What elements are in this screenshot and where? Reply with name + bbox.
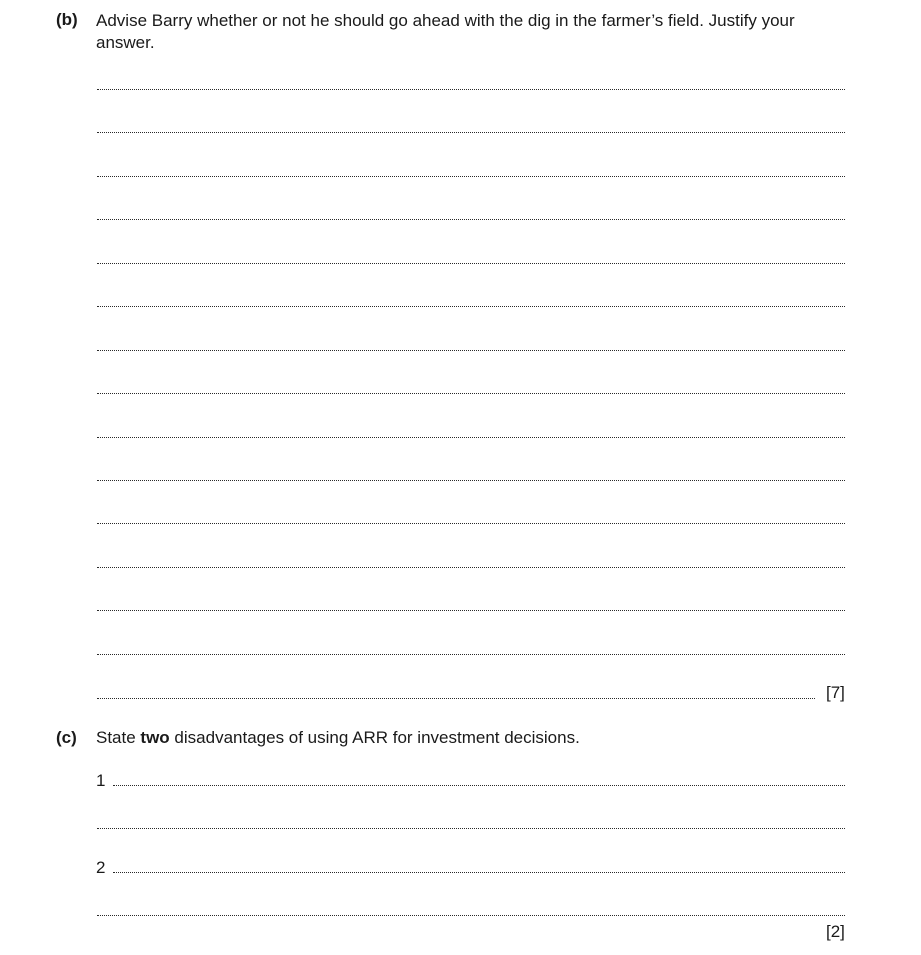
answer-line[interactable] (97, 480, 845, 481)
part-b-marks: [7] (826, 683, 845, 702)
part-c-question-post: disadvantages of using ARR for investment decisions. (169, 728, 580, 747)
answer-line[interactable] (97, 610, 845, 611)
answer-line[interactable] (97, 437, 845, 438)
part-c-question-pre: State (96, 728, 141, 747)
item-2-number: 2 (96, 858, 106, 877)
answer-line[interactable] (97, 263, 845, 264)
answer-line[interactable] (97, 219, 845, 220)
part-b-question-line1: Advise Barry whether or not he should go ahead with the dig in the farmer’s field. Justify your (96, 11, 795, 30)
part-c-question-emphasis: two (140, 728, 170, 747)
answer-line[interactable] (97, 89, 845, 90)
answer-line[interactable] (97, 132, 845, 133)
answer-line[interactable] (97, 393, 845, 394)
item-2-answer-line[interactable] (113, 872, 845, 873)
part-c-question (96, 727, 580, 749)
answer-line[interactable] (97, 654, 845, 655)
answer-line[interactable] (97, 176, 845, 177)
item-1-number: 1 (96, 771, 106, 790)
part-b-question-line2: answer. (96, 33, 155, 52)
item-2-answer-line-2[interactable] (97, 915, 845, 916)
answer-line[interactable] (97, 567, 845, 568)
part-c-label: (c) (56, 728, 77, 747)
part-b-label: (b) (56, 10, 78, 29)
item-1-answer-line[interactable] (113, 785, 845, 786)
answer-line[interactable] (97, 698, 815, 699)
answer-line[interactable] (97, 350, 845, 351)
answer-line[interactable] (97, 523, 845, 524)
item-1-answer-line-2[interactable] (97, 828, 845, 829)
answer-line[interactable] (97, 306, 845, 307)
part-c-marks: [2] (826, 922, 845, 941)
